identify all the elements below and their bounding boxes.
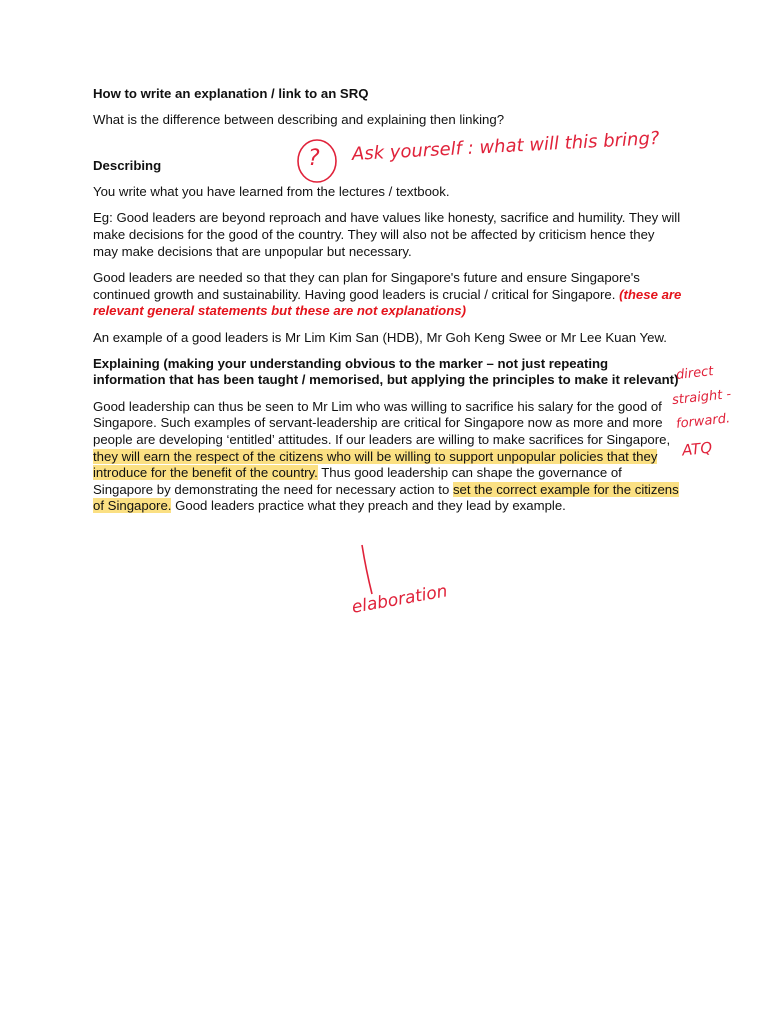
side-note-direct: direct [675, 364, 715, 383]
doc-title: How to write an explanation / link to an SRQ [93, 86, 369, 101]
exp-text-3: Good leaders practice what they preach and they lead by example. [171, 498, 566, 514]
describing-heading: Describing [93, 158, 162, 174]
side-note-atq: ATQ [681, 438, 713, 460]
needed-note: (these are relevant general statements but these are not explanations) [93, 286, 682, 319]
highlight-1: they will earn the respect of the citizens who will be willing to support unpopular policies that they introduce for the benefit of the country. [93, 448, 658, 481]
question-line: What is the difference between describing and explaining then linking? [93, 111, 505, 127]
exp-text-2: Thus good leadership can shape the governance of Singapore by demonstrating the need for necessary action to [93, 465, 622, 497]
side-note-forward: forward. [675, 411, 731, 432]
needed-paragraph [93, 270, 683, 320]
exp-text-1: Good leadership can thus be seen to Mr Lim who was willing to sacrifice his salary for the good of Singapore. Such examples of servant-leadership are critical for Singapore now as more and more people are developing ‘entitled’ attitudes. If our leaders are willing to make sacrifices for Singapore, [93, 398, 671, 447]
elaboration-arrow-line [362, 545, 372, 594]
side-note-straight: straight - [671, 386, 732, 409]
explaining-heading: Explaining (making your understanding obvious to the marker – not just repeating information that has been taught / memorised, but applying the principles to make it relevant) [93, 355, 679, 388]
explaining-paragraph [93, 399, 683, 515]
example-paragraph: An example of a good leaders is Mr Lim Kim San (HDB), Mr Goh Keng Swee or Mr Lee Kuan Yew. [93, 329, 667, 345]
highlight-2: set the correct example for the citizens of Singapore. [93, 481, 679, 514]
eg-paragraph: Eg: Good leaders are beyond reproach and have values like honesty, sacrifice and humility. They will make decisions for the good of the country. They will also not be affected by criticism hence they may make decisions that are unpopular but necessary. [93, 210, 681, 259]
question-mark-annotation: ? [308, 146, 320, 171]
ask-yourself-annotation: Ask yourself : what will this bring? [351, 127, 660, 165]
describing-intro: You write what you have learned from the lectures / textbook. [93, 183, 450, 199]
elaboration-annotation: elaboration [350, 581, 450, 618]
needed-text: Good leaders are needed so that they can plan for Singapore's future and ensure Singapore's continued growth and sustainability. Having good leaders is crucial / critical for Singapore. [93, 270, 640, 302]
